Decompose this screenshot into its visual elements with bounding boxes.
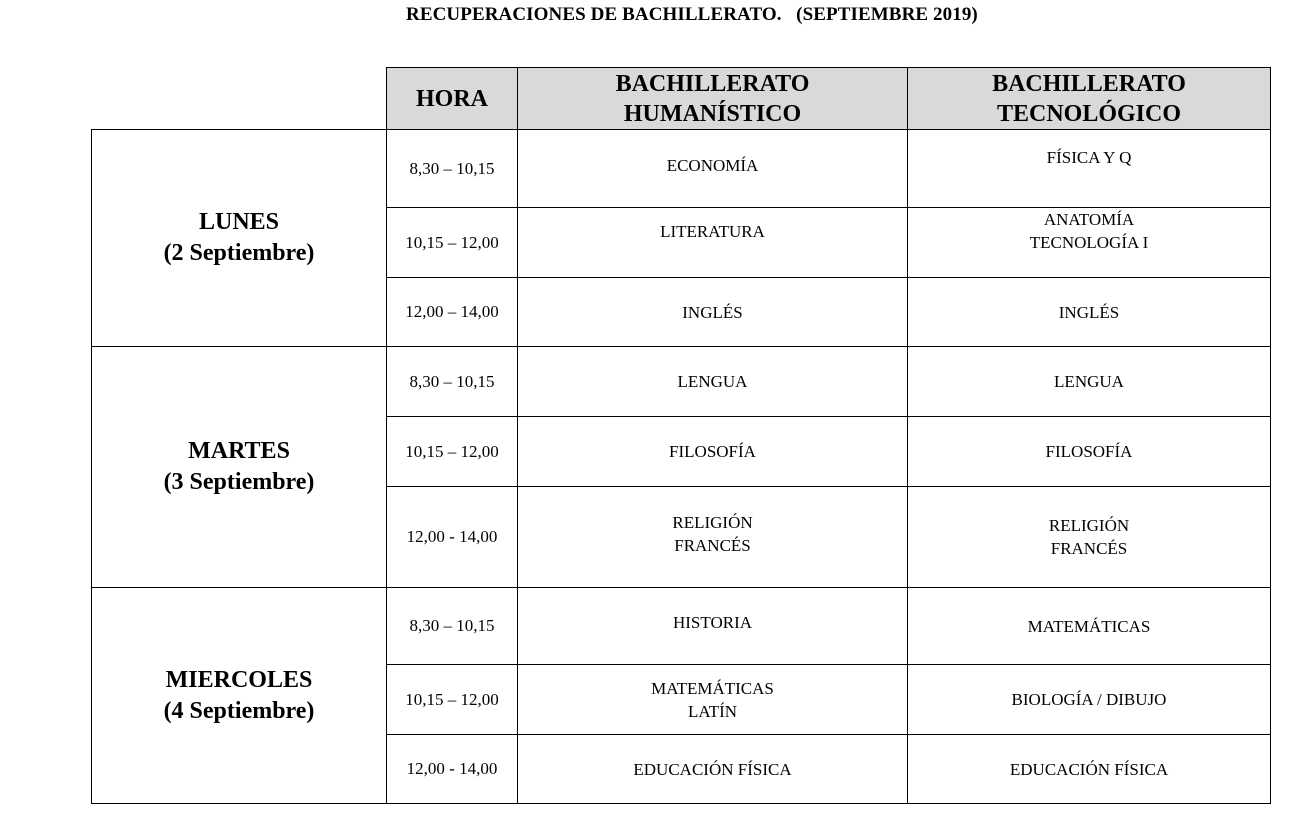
humanistico-cell: HISTORIA (518, 588, 908, 665)
hora-cell: 8,30 – 10,15 (387, 588, 518, 665)
hora-cell: 10,15 – 12,00 (387, 417, 518, 487)
header-humanistico: BACHILLERATO HUMANÍSTICO (518, 68, 908, 130)
hora-cell: 12,00 - 14,00 (387, 735, 518, 804)
tecnologico-cell: LENGUA (908, 347, 1271, 417)
hora-cell: 12,00 – 14,00 (387, 278, 518, 347)
tecnologico-cell: FILOSOFÍA (908, 417, 1271, 487)
tecnologico-cell: ANATOMÍA TECNOLOGÍA I (908, 208, 1271, 278)
tecnologico-cell: MATEMÁTICAS (908, 588, 1271, 665)
day-cell-miercoles: MIERCOLES (4 Septiembre) (92, 588, 387, 804)
tecnologico-cell: RELIGIÓN FRANCÉS (908, 487, 1271, 588)
humanistico-cell: LITERATURA (518, 208, 908, 278)
day-cell-lunes: LUNES (2 Septiembre) (92, 130, 387, 347)
humanistico-cell: MATEMÁTICAS LATÍN (518, 665, 908, 735)
humanistico-cell: RELIGIÓN FRANCÉS (518, 487, 908, 588)
hora-cell: 10,15 – 12,00 (387, 208, 518, 278)
tecnologico-cell: FÍSICA Y Q (908, 130, 1271, 208)
header-hora: HORA (387, 68, 518, 130)
blank-corner-cell (92, 68, 387, 130)
table-row (92, 588, 1271, 665)
hora-cell: 8,30 – 10,15 (387, 130, 518, 208)
tecnologico-cell: BIOLOGÍA / DIBUJO (908, 665, 1271, 735)
header-row (92, 68, 1271, 130)
header-tecnologico: BACHILLERATO TECNOLÓGICO (908, 68, 1271, 130)
day-cell-martes: MARTES (3 Septiembre) (92, 347, 387, 588)
hora-cell: 12,00 - 14,00 (387, 487, 518, 588)
hora-cell: 10,15 – 12,00 (387, 665, 518, 735)
humanistico-cell: ECONOMÍA (518, 130, 908, 208)
tecnologico-cell: EDUCACIÓN FÍSICA (908, 735, 1271, 804)
document-title: RECUPERACIONES DE BACHILLERATO. (SEPTIEMBRE 2019) (406, 4, 978, 25)
table-row (92, 347, 1271, 417)
tecnologico-cell: INGLÉS (908, 278, 1271, 347)
humanistico-cell: FILOSOFÍA (518, 417, 908, 487)
humanistico-cell: LENGUA (518, 347, 908, 417)
hora-cell: 8,30 – 10,15 (387, 347, 518, 417)
humanistico-cell: INGLÉS (518, 278, 908, 347)
table-row (92, 130, 1271, 208)
humanistico-cell: EDUCACIÓN FÍSICA (518, 735, 908, 804)
schedule-table (91, 67, 1271, 804)
